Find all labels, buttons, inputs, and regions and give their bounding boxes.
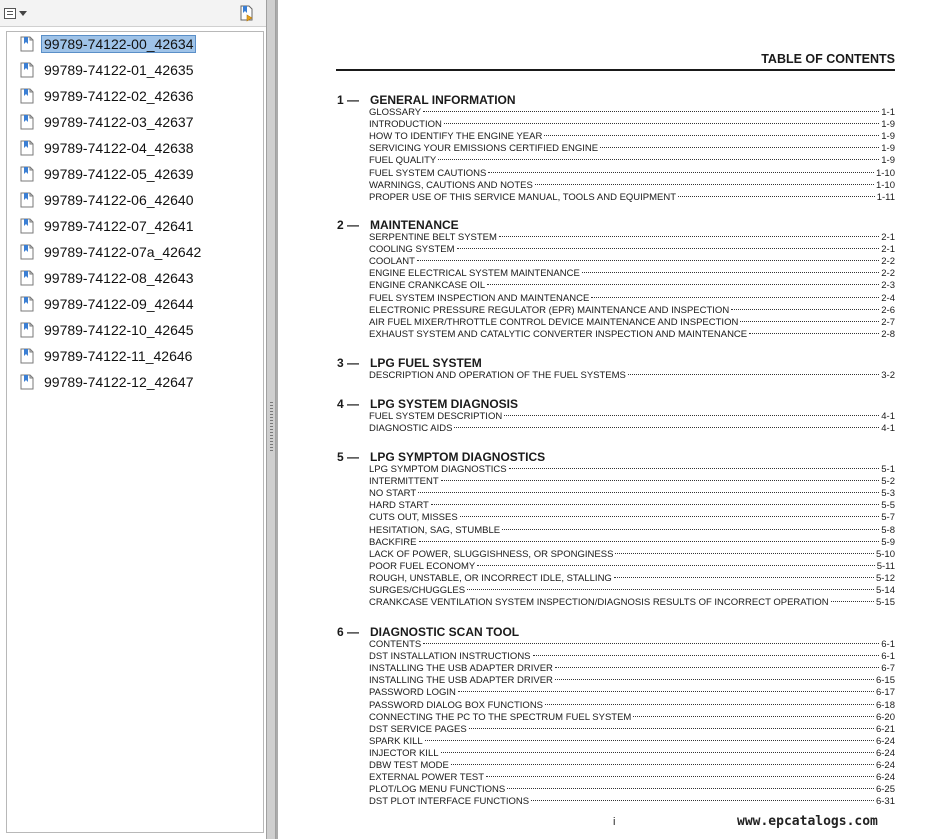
toc-entry-page: 1-11 [876, 191, 895, 203]
toc-entry-title: HESITATION, SAG, STUMBLE [369, 524, 501, 536]
bookmark-item[interactable] [19, 137, 263, 159]
toc-entry-title: INSTALLING THE USB ADAPTER DRIVER [369, 663, 553, 675]
toc-entry-title: INTRODUCTION [369, 119, 442, 131]
toc-entry-page: 1-10 [875, 167, 895, 179]
dot-leader [614, 577, 874, 578]
dot-leader [487, 284, 879, 285]
toc-entry-title: PASSWORD LOGIN [369, 687, 456, 699]
toc-entry[interactable] [369, 244, 895, 256]
toc-entry[interactable] [369, 585, 895, 597]
toc-entry-page: 2-6 [881, 304, 895, 316]
bookmark-icon [19, 36, 35, 52]
dot-leader [441, 480, 880, 481]
section-heading [337, 356, 482, 370]
bookmark-label: 99789-74122-08_42643 [44, 270, 194, 286]
toc-entry-page: 6-1 [881, 651, 895, 663]
bookmark-item[interactable] [19, 267, 263, 289]
toc-entry-title: GLOSSARY [369, 107, 422, 118]
bookmarks-toolbar [0, 0, 266, 27]
toc-entry-page: 5-1 [881, 464, 895, 475]
dot-leader [582, 272, 879, 273]
toc-entry-title: DST INSTALLATION INSTRUCTIONS [369, 651, 531, 663]
toc-entry-title: COOLING SYSTEM [369, 244, 455, 256]
toc-entry-title: CONTENTS [369, 639, 422, 650]
bookmark-item[interactable] [19, 189, 263, 211]
toc-entry-title: ENGINE ELECTRICAL SYSTEM MAINTENANCE [369, 268, 580, 280]
bookmark-label: 99789-74122-02_42636 [44, 88, 194, 104]
section-title: LPG SYMPTOM DIAGNOSTICS [370, 450, 546, 464]
dot-leader [477, 565, 874, 566]
dot-leader [418, 492, 879, 493]
toc-entry-title: SPARK KILL [369, 735, 423, 747]
bookmarks-panel [0, 0, 267, 839]
dot-leader [600, 147, 879, 148]
dot-leader [431, 504, 879, 505]
toc-entry-page: 6-31 [875, 796, 895, 808]
dot-leader [486, 776, 874, 777]
toc-entry[interactable] [369, 143, 895, 155]
toc-entry-page: 6-25 [875, 784, 895, 796]
toc-entry[interactable] [369, 796, 895, 808]
dot-leader [460, 516, 880, 517]
toc-entry-title: CRANKCASE VENTILATION SYSTEM INSPECTION/DIAGNOSIS RESULTS OF INCORRECT OPERATION [369, 597, 829, 609]
bookmark-icon [19, 140, 35, 156]
toc-entry[interactable] [369, 736, 895, 748]
splitter-grip[interactable] [270, 402, 273, 452]
toc-entry-title: LACK OF POWER, SLUGGISHNESS, OR SPONGINESS [369, 548, 614, 560]
bookmark-icon [19, 88, 35, 104]
bookmark-item[interactable] [19, 371, 263, 393]
bookmark-label: 99789-74122-09_42644 [44, 296, 194, 312]
toc-entry-title: POOR FUEL ECONOMY [369, 560, 476, 572]
toc-entry[interactable] [369, 317, 895, 329]
bookmark-item[interactable] [19, 111, 263, 133]
bookmark-item[interactable] [19, 215, 263, 237]
toc-entry-page: 6-17 [875, 687, 895, 699]
section-title: DIAGNOSTIC SCAN TOOL [370, 625, 520, 639]
dot-leader [544, 135, 879, 136]
toc-entry-page: 1-10 [875, 179, 895, 191]
toc-entry[interactable] [369, 131, 895, 143]
toc-entry-page: 6-21 [875, 723, 895, 735]
bookmark-item[interactable] [19, 293, 263, 315]
dot-leader [615, 553, 874, 554]
toc-entry-page: 6-7 [881, 663, 895, 675]
bookmark-list[interactable] [6, 31, 264, 833]
toc-entry[interactable] [369, 423, 895, 435]
toc-entry-page: 6-20 [875, 711, 895, 723]
toc-entry[interactable] [369, 155, 895, 167]
toc-entry-page: 5-2 [881, 476, 895, 488]
toc-entry[interactable] [369, 411, 895, 423]
section-number: 3 — [337, 356, 360, 370]
toc-entry-title: FUEL SYSTEM CAUTIONS [369, 167, 487, 179]
toc-entry-title: INSTALLING THE USB ADAPTER DRIVER [369, 675, 553, 687]
dot-leader [467, 589, 874, 590]
toc-entry-title: FUEL SYSTEM DESCRIPTION [369, 411, 503, 422]
toc-entry[interactable] [369, 700, 895, 712]
bookmark-label: 99789-74122-12_42647 [44, 374, 194, 390]
title-rule [336, 69, 895, 71]
toc-entry[interactable] [369, 712, 895, 724]
dot-leader [419, 541, 880, 542]
bookmark-icon [19, 244, 35, 260]
dot-leader [831, 601, 874, 602]
toc-entry-title: EXTERNAL POWER TEST [369, 772, 485, 784]
toc-entry[interactable] [369, 119, 895, 131]
section-number: 5 — [337, 450, 360, 464]
toc-entry[interactable] [369, 784, 895, 796]
toc-entry-title: EXHAUST SYSTEM AND CATALYTIC CONVERTER INSPECTION AND MAINTENANCE [369, 328, 748, 340]
toc-entry-title: HOW TO IDENTIFY THE ENGINE YEAR [369, 131, 543, 143]
bookmark-label: 99789-74122-11_42646 [44, 348, 193, 364]
toc-entry-title: FUEL SYSTEM INSPECTION AND MAINTENANCE [369, 292, 590, 304]
toc-entry[interactable] [369, 760, 895, 772]
dot-leader [425, 740, 874, 741]
section-title: LPG FUEL SYSTEM [370, 356, 482, 370]
toc-entry[interactable] [369, 687, 895, 699]
toc-entry-page: 6-24 [875, 735, 895, 747]
bookmark-icon [19, 218, 35, 234]
toc-entry-title: INTERMITTENT [369, 476, 439, 488]
dot-leader [454, 427, 879, 428]
toc-entry[interactable] [369, 639, 895, 651]
bookmark-label: 99789-74122-01_42635 [44, 62, 194, 78]
dot-leader [535, 184, 874, 185]
toc-entry-title: WARNINGS, CAUTIONS AND NOTES [369, 179, 533, 191]
bookmark-label: 99789-74122-03_42637 [44, 114, 194, 130]
bookmark-icon [19, 114, 35, 130]
toc-entry-page: 5-11 [876, 560, 895, 572]
toc-entry-title: BACKFIRE [369, 536, 417, 548]
toc-entry-page: 5-5 [881, 500, 895, 512]
toc-entry-title: ELECTRONIC PRESSURE REGULATOR (EPR) MAINTENANCE AND INSPECTION [369, 304, 730, 316]
toc-entry-page: 5-12 [875, 572, 895, 584]
dot-leader [457, 248, 880, 249]
toc-entry-title: NO START [369, 488, 417, 500]
dot-leader [423, 111, 879, 112]
bookmark-item[interactable] [19, 319, 263, 341]
toc-entry-page: 4-1 [881, 411, 895, 422]
toc-entry[interactable] [369, 107, 895, 119]
toc-entry[interactable] [369, 180, 895, 192]
bookmark-label: 99789-74122-00_42634 [41, 35, 196, 53]
toc-entry[interactable] [369, 573, 895, 585]
toc-entry-title: PLOT/LOG MENU FUNCTIONS [369, 784, 506, 796]
bookmark-label: 99789-74122-06_42640 [44, 192, 194, 208]
toc-entry-page: 3-2 [881, 370, 895, 381]
dot-leader [507, 788, 874, 789]
toc-entry-page: 6-18 [875, 699, 895, 711]
toc-entry-page: 5-9 [881, 536, 895, 548]
bookmark-label: 99789-74122-07a_42642 [44, 244, 202, 260]
toc-entry[interactable] [369, 525, 895, 537]
section-title: GENERAL INFORMATION [370, 93, 516, 107]
options-menu-button[interactable] [4, 5, 30, 21]
dot-leader [555, 679, 874, 680]
toc-entry-page: 5-14 [875, 585, 895, 596]
dot-leader [591, 297, 879, 298]
toc-entry-page: 5-15 [875, 597, 895, 609]
toc-entry-page: 2-8 [881, 328, 895, 340]
toc-entry-title: DESCRIPTION AND OPERATION OF THE FUEL SYSTEMS [369, 370, 626, 381]
toc-entry[interactable] [369, 537, 895, 549]
bookmark-label: 99789-74122-07_42641 [44, 218, 194, 234]
dot-leader [458, 691, 874, 692]
toc-entry-title: INJECTOR KILL [369, 747, 439, 759]
dot-leader [444, 123, 879, 124]
section-heading [337, 450, 545, 464]
toc-entry-title: LPG SYMPTOM DIAGNOSTICS [369, 464, 507, 475]
toc-entry[interactable] [369, 500, 895, 512]
toc-entry-page: 6-24 [875, 747, 895, 759]
dot-leader [740, 321, 879, 322]
toc-entry-title: FUEL QUALITY [369, 155, 437, 167]
toc-entry[interactable] [369, 724, 895, 736]
section-number: 4 — [337, 397, 360, 411]
toc-entry[interactable] [369, 488, 895, 500]
toc-entry[interactable] [369, 305, 895, 317]
dot-leader [555, 667, 879, 668]
document-page [278, 0, 950, 839]
bookmark-label: 99789-74122-10_42645 [44, 322, 194, 338]
watermark: www.epcatalogs.com [737, 814, 878, 829]
toc-entry-page: 6-15 [875, 675, 895, 687]
toc-entry-page: 1-9 [881, 119, 895, 131]
bookmark-find-icon [238, 4, 256, 22]
bookmark-icon [19, 374, 35, 390]
toc-entry-title: SERVICING YOUR EMISSIONS CERTIFIED ENGINE [369, 143, 599, 155]
dot-leader [417, 260, 879, 261]
toc-entry[interactable] [369, 280, 895, 292]
toc-entry[interactable] [369, 370, 895, 382]
toc-entry[interactable] [369, 748, 895, 760]
toc-entry-title: CONNECTING THE PC TO THE SPECTRUM FUEL SYSTEM [369, 711, 632, 723]
toc-entry[interactable] [369, 597, 895, 609]
toc-entry-page: 2-3 [881, 280, 895, 292]
bookmark-icon [19, 166, 35, 182]
toc-entry[interactable] [369, 476, 895, 488]
section-number: 2 — [337, 218, 360, 232]
toc-entry[interactable] [369, 168, 895, 180]
dot-leader [533, 655, 880, 656]
toc-entry-title: ROUGH, UNSTABLE, OR INCORRECT IDLE, STALLING [369, 572, 612, 584]
toc-entry-title: DIAGNOSTIC AIDS [369, 423, 453, 435]
bookmark-icon [19, 322, 35, 338]
toc-entry-title: DST SERVICE PAGES [369, 723, 467, 735]
toc-entry-page: 6-24 [875, 772, 895, 784]
dot-leader [504, 415, 879, 416]
bookmark-icon [19, 348, 35, 364]
dot-leader [731, 309, 879, 310]
bookmark-icon [19, 296, 35, 312]
options-icon [4, 8, 16, 19]
toc-entry-page: 2-4 [881, 292, 895, 304]
dot-leader [749, 333, 879, 334]
bookmark-icon [19, 270, 35, 286]
toc-entry-title: COOLANT [369, 256, 415, 268]
toc-entry-title: DST PLOT INTERFACE FUNCTIONS [369, 796, 530, 808]
section-heading [337, 625, 519, 639]
bookmark-item[interactable] [19, 163, 263, 185]
toc-entry-title: PROPER USE OF THIS SERVICE MANUAL, TOOLS AND EQUIPMENT [369, 191, 677, 203]
page-number: i [613, 816, 616, 828]
dot-leader [678, 196, 875, 197]
toc-entry[interactable] [369, 232, 895, 244]
bookmark-item[interactable] [19, 85, 263, 107]
toc-entry-page: 2-1 [881, 232, 895, 243]
toc-entry[interactable] [369, 512, 895, 524]
dot-leader [469, 728, 874, 729]
toc-entry[interactable] [369, 675, 895, 687]
section-number: 6 — [337, 625, 360, 639]
toc-entry[interactable] [369, 268, 895, 280]
toc-entry-page: 2-2 [881, 268, 895, 280]
dot-leader [488, 172, 874, 173]
section-heading [337, 93, 516, 107]
section-number: 1 — [337, 93, 360, 107]
toc-entry-page: 1-9 [881, 155, 895, 167]
toc-entry-page: 1-9 [881, 143, 895, 155]
section-heading [337, 218, 459, 232]
bookmark-item[interactable] [19, 345, 263, 367]
dot-leader [628, 374, 879, 375]
page-title: TABLE OF CONTENTS [761, 52, 895, 66]
toc-entry-page: 5-8 [881, 524, 895, 536]
toc-entry-title: SURGES/CHUGGLES [369, 585, 466, 596]
toc-entry-page: 1-1 [881, 107, 895, 118]
toc-entry-page: 5-7 [881, 512, 895, 524]
bookmark-icon [19, 192, 35, 208]
dot-leader [502, 529, 879, 530]
toc-entry-page: 4-1 [881, 423, 895, 435]
bookmark-item[interactable] [19, 33, 263, 55]
toc-entry-page: 1-9 [881, 131, 895, 143]
toc-entry-title: HARD START [369, 500, 429, 512]
bookmark-label: 99789-74122-05_42639 [44, 166, 194, 182]
bookmark-item[interactable] [19, 59, 263, 81]
dot-leader [423, 643, 879, 644]
panel-splitter[interactable] [266, 0, 276, 839]
dot-leader [441, 752, 874, 753]
toc-entry-page: 2-2 [881, 256, 895, 268]
bookmark-label: 99789-74122-04_42638 [44, 140, 194, 156]
toc-entry[interactable] [369, 256, 895, 268]
toc-entry[interactable] [369, 772, 895, 784]
toc-entry-page: 2-7 [881, 316, 895, 328]
toc-entry[interactable] [369, 192, 895, 204]
toc-entry-page: 6-1 [881, 639, 895, 650]
toc-entry-title: SERPENTINE BELT SYSTEM [369, 232, 497, 243]
dot-leader [545, 704, 874, 705]
section-title: MAINTENANCE [370, 218, 459, 232]
dot-leader [438, 159, 879, 160]
section-title: LPG SYSTEM DIAGNOSIS [370, 397, 519, 411]
toc-entry[interactable] [369, 464, 895, 476]
bookmark-item[interactable] [19, 241, 263, 263]
toc-entry-title: DBW TEST MODE [369, 760, 449, 771]
toc-entry[interactable] [369, 329, 895, 341]
toc-entry-title: PASSWORD DIALOG BOX FUNCTIONS [369, 699, 544, 711]
bookmark-icon [19, 62, 35, 78]
toc-entry[interactable] [369, 561, 895, 573]
toc-entry-page: 6-24 [875, 760, 895, 771]
dot-leader [633, 716, 874, 717]
toc-entry-title: CUTS OUT, MISSES [369, 512, 458, 524]
section-heading [337, 397, 518, 411]
dot-leader [531, 800, 874, 801]
toc-entry-page: 5-10 [875, 548, 895, 560]
find-bookmark-button[interactable] [238, 4, 256, 22]
toc-entry[interactable] [369, 663, 895, 675]
toc-entry-title: AIR FUEL MIXER/THROTTLE CONTROL DEVICE MAINTENANCE AND INSPECTION [369, 316, 739, 328]
toc-entry-page: 2-1 [881, 244, 895, 256]
chevron-down-icon [19, 11, 27, 16]
toc-entry[interactable] [369, 293, 895, 305]
toc-entry-page: 5-3 [881, 488, 895, 500]
toc-entry-title: ENGINE CRANKCASE OIL [369, 280, 486, 292]
toc-entry[interactable] [369, 651, 895, 663]
dot-leader [451, 764, 874, 765]
dot-leader [509, 468, 880, 469]
dot-leader [499, 236, 879, 237]
toc-entry[interactable] [369, 549, 895, 561]
